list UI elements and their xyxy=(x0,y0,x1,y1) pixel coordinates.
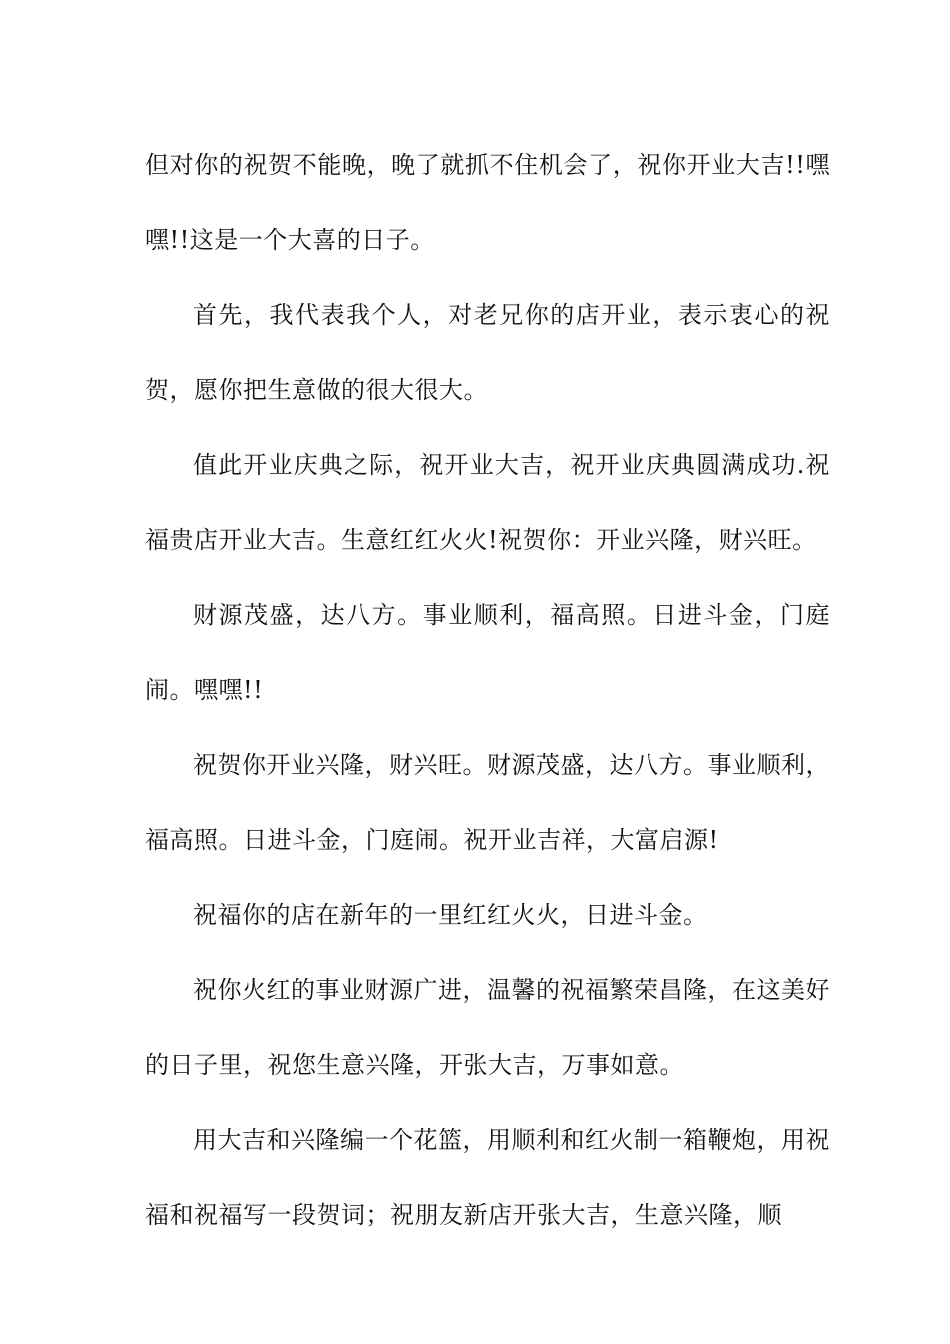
paragraph-8: 用大吉和兴隆编一个花篮，用顺利和红火制一箱鞭炮，用祝福和祝福写一段贺词；祝朋友新店开张大吉，生意兴隆，顺 xyxy=(145,1126,830,1229)
paragraph-7: 祝你火红的事业财源广进，温馨的祝福繁荣昌隆，在这美好的日子里，祝您生意兴隆，开张大吉，万事如意。 xyxy=(145,976,830,1079)
paragraph-2: 首先，我代表我个人，对老兄你的店开业，表示衷心的祝贺，愿你把生意做的很大很大。 xyxy=(145,301,830,404)
paragraph-1: 但对你的祝贺不能晚，晚了就抓不住机会了，祝你开业大吉!!嘿嘿!!这是一个大喜的日子。 xyxy=(145,151,830,254)
paragraph-3: 值此开业庆典之际，祝开业大吉，祝开业庆典圆满成功.祝福贵店开业大吉。生意红红火火!祝贺你：开业兴隆，财兴旺。 xyxy=(145,451,830,554)
paragraph-4: 财源茂盛，达八方。事业顺利，福高照。日进斗金，门庭闹。嘿嘿!! xyxy=(145,601,830,704)
paragraph-5: 祝贺你开业兴隆，财兴旺。财源茂盛，达八方。事业顺利，福高照。日进斗金，门庭闹。祝开业吉祥，大富启源! xyxy=(145,751,830,854)
paragraph-6: 祝福你的店在新年的一里红红火火，日进斗金。 xyxy=(193,901,708,929)
document-body xyxy=(145,128,830,1253)
